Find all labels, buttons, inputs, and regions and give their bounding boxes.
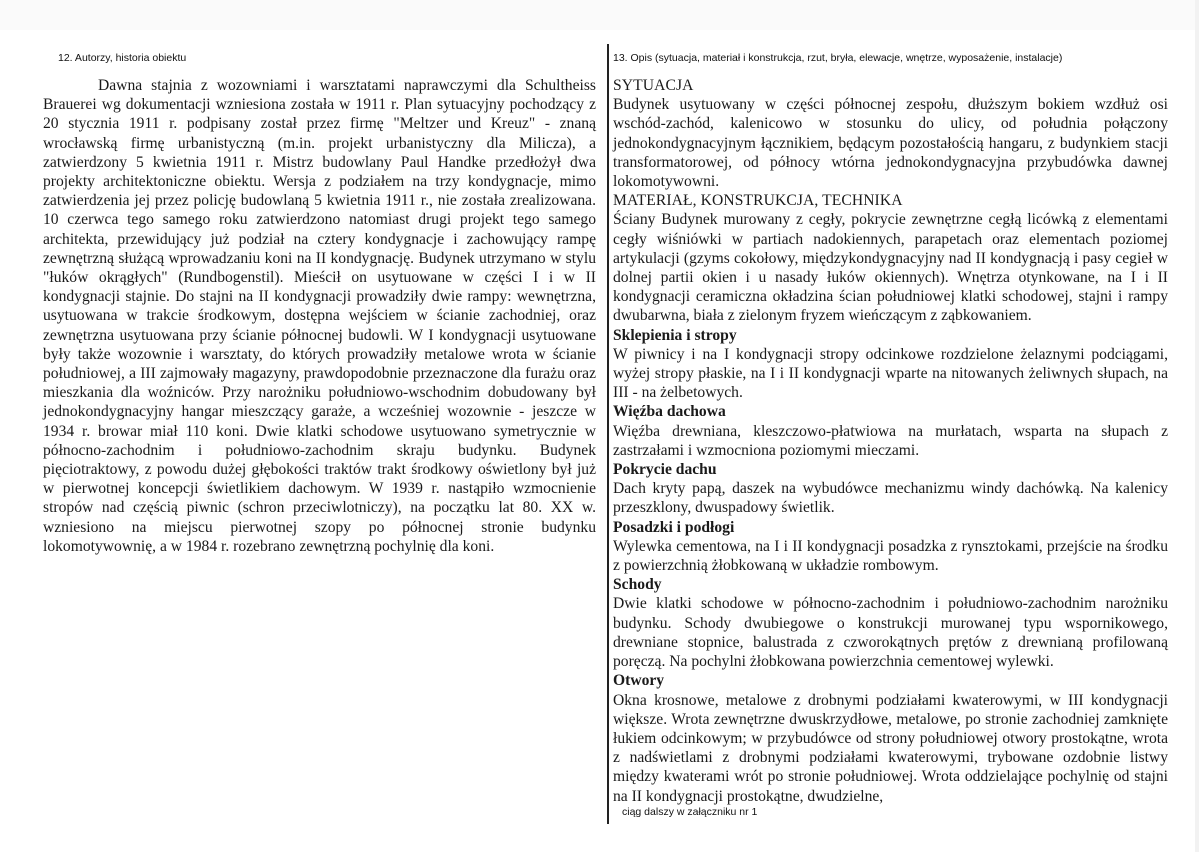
description-text-block [613, 76, 1168, 806]
pokrycie-text: Dach kryty papą, daszek na wybudówce mechanizmu windy dachówką. Na kalenicy przeszklony, dwuspadowy świetlik. [613, 480, 1168, 517]
material-title: MATERIAŁ, KONSTRUKCJA, TECHNIKA [613, 192, 903, 210]
history-paragraph: Dawna stajnia z wozowniami i warsztatami naprawczymi dla Schultheiss Brauerei wg dokumentacji wzniesiona została w 1911 r. Plan sytuacyjny pochodzący z 20 stycznia 1911 r. podpisany został przez firmę "Meltzer und Kreuz" - znaną wrocławską firmę urbanistyczną (m.in. projekt urbanistyczny dla Milicza), a zatwierdzony 5 kwietnia 1911 r. Mistrz budowlany Paul Handke przedłożył dwa projekty architektoniczne obiektu. Wersja z podziałem na trzy kondygnacje, mimo zatwierdzenia jej przez policję budowlaną 5 kwietnia 1911 r., nie została zrealizowana. 10 czerwca tego samego roku zatwierdzono natomiast drugi projekt tego samego architekta, przewidujący już podział na cztery kondygnacje i zachowujący rampę zewnętrzną służącą wprowadzaniu koni na II kondygnację. Budynek utrzymano w stylu "łuków okrągłych" (Rundbogenstil). Mieścił on usytuowane w części I i w II kondygnacji stajnie. Do stajni na II kondygnacji prowadziły dwie rampy: wewnętrzna, usytuowana w trakcie środkowym, dostępna wejściem w ścianie zachodniej, oraz zewnętrzna usytuowana przy ścianie północnej budowli. W I kondygnacji usytuowane były także wozownie i warsztaty, do których prowadziły metalowe wrota w ścianie południowej, a III zajmowały magazyny, prawdopodobnie przeznaczone dla furażu oraz mieszkania dla woźniców. Przy narożniku południowo-wschodnim dobudowany był jednokondygnacyjny hangar mieszczący garaże, a wcześniej wozownie - jeszcze w 1934 r. browar miał 110 koni. Dwie klatki schodowe usytuowano symetrycznie w północno-zachodnim i południowo-zachodnim skraju budynku. Budynek pięciotraktowy, z powodu dużej głębokości traktów trakt środkowy oświetlony był już w pierwotnej koncepcji świetlikiem dachowym. W 1939 r. nastąpiło wzmocnienie stropów nad częścią piwnic (schron przeciwlotniczy), na początku lat 80. XX w. wzniesiono na miejscu pierwotnej szopy po północnej stronie budynku lokomotywownię, a w 1984 r. rozebrano zewnętrzną pochylnię dla koni. [43, 77, 596, 555]
sklepienia-text: W piwnicy i na I kondygnacji stropy odcinkowe rozdzielone żelaznymi podciągami, wyżej stropy płaskie, na I i II kondygnacji wparte na nitowanych żeliwnych słupach, na III - na żelbetowych. [613, 345, 1168, 402]
pokrycie-title: Pokrycie dachu [613, 461, 717, 479]
continuation-note: ciąg dalszy w załączniku nr 1 [622, 806, 758, 818]
history-text-block [43, 76, 596, 556]
material-text: Ściany Budynek murowany z cegły, pokrycie zewnętrzne cegłą licówką z elementami cegły wiśniówki w partiach nadokiennych, parapetach oraz elementach poziomej artykulacji (gzyms cokołowy, międzykondygnacyjny nad II kondygnacją i pasy cegieł w dolnej partii okien i u nasady łuków okiennych). Wnętrza otynkowane, na I i II kondygnacji ceramiczna okładzina ścian południowej klatki schodowej, stajni i rampy dwubarwna, biała z zielonym fryzem wieńczącym z ząbkowaniem. [613, 211, 1168, 325]
section-12-heading: 12. Autorzy, historia obiektu [58, 52, 187, 64]
sytuacja-title: SYTUACJA [613, 77, 694, 94]
scan-top-margin [0, 0, 1199, 30]
left-column [43, 52, 596, 556]
posadzki-text: Wylewka cementowa, na I i II kondygnacji posadzka z rynsztokami, przejście na środku z powierzchnią żłobkowaną w układzie rombowym. [613, 537, 1168, 575]
schody-text: Dwie klatki schodowe w północno-zachodnim i południowo-zachodnim narożniku budynku. Schody dwubiegowe o konstrukcji murowanej typu wspornikowego, drewniane stopnice, balustrada z czworokątnych prętów z drewnianą profilowaną poręczą. Na pochylni żłobkowana powierzchnia cementowej wylewki. [613, 595, 1168, 671]
schody-title: Schody [613, 576, 662, 594]
sklepienia-title: Sklepienia i stropy [613, 326, 737, 344]
column-divider [607, 44, 609, 824]
wiezba-text: Więźba drewniana, kleszczowo-płatwiowa na murłatach, wsparta na słupach z zastrzałami i wzmocniona poziomymi mieczami. [613, 422, 1168, 459]
otwory-text: Okna krosnowe, metalowe z drobnymi podziałami kwaterowymi, w III kondygnacji większe. Wrota zewnętrzne dwuskrzydłowe, metalowe, po stronie zachodniej zamknięte łukiem odcinkowym; w przybudówce od strony południowej otwory prostokątne, wrota z nadświetlami z drobnymi podziałami kwaterowymi, trybowane ozdobnie listwy między kwaterami wrót po stronie południowej. Wrota oddzielające pochylnię od stajni na II kondygnacji prostokątne, dwudzielne, [613, 691, 1168, 805]
right-column [613, 52, 1168, 806]
wiezba-title: Więźba dachowa [613, 403, 726, 421]
sytuacja-text: Budynek usytuowany w części północnej zespołu, dłuższym bokiem wzdłuż osi wschód-zachód, kalenicowo w stosunku do ulicy, od południa połączony jednokondygnacyjnym łącznikiem, będącym pozostałością hangaru, z budynkiem stacji transformatorowej, od północy wtórna jednokondygnacyjna przybudówka dawnej lokomotywowni. [613, 96, 1168, 191]
posadzki-title: Posadzki i podłogi [613, 518, 735, 536]
section-13-heading: 13. Opis (sytuacja, materiał i konstrukcja, rzut, bryła, elewacje, wnętrze, wyposażenie, instalacje) [613, 52, 1063, 64]
otwory-title: Otwory [613, 672, 665, 690]
scan-right-edge [1195, 0, 1199, 852]
